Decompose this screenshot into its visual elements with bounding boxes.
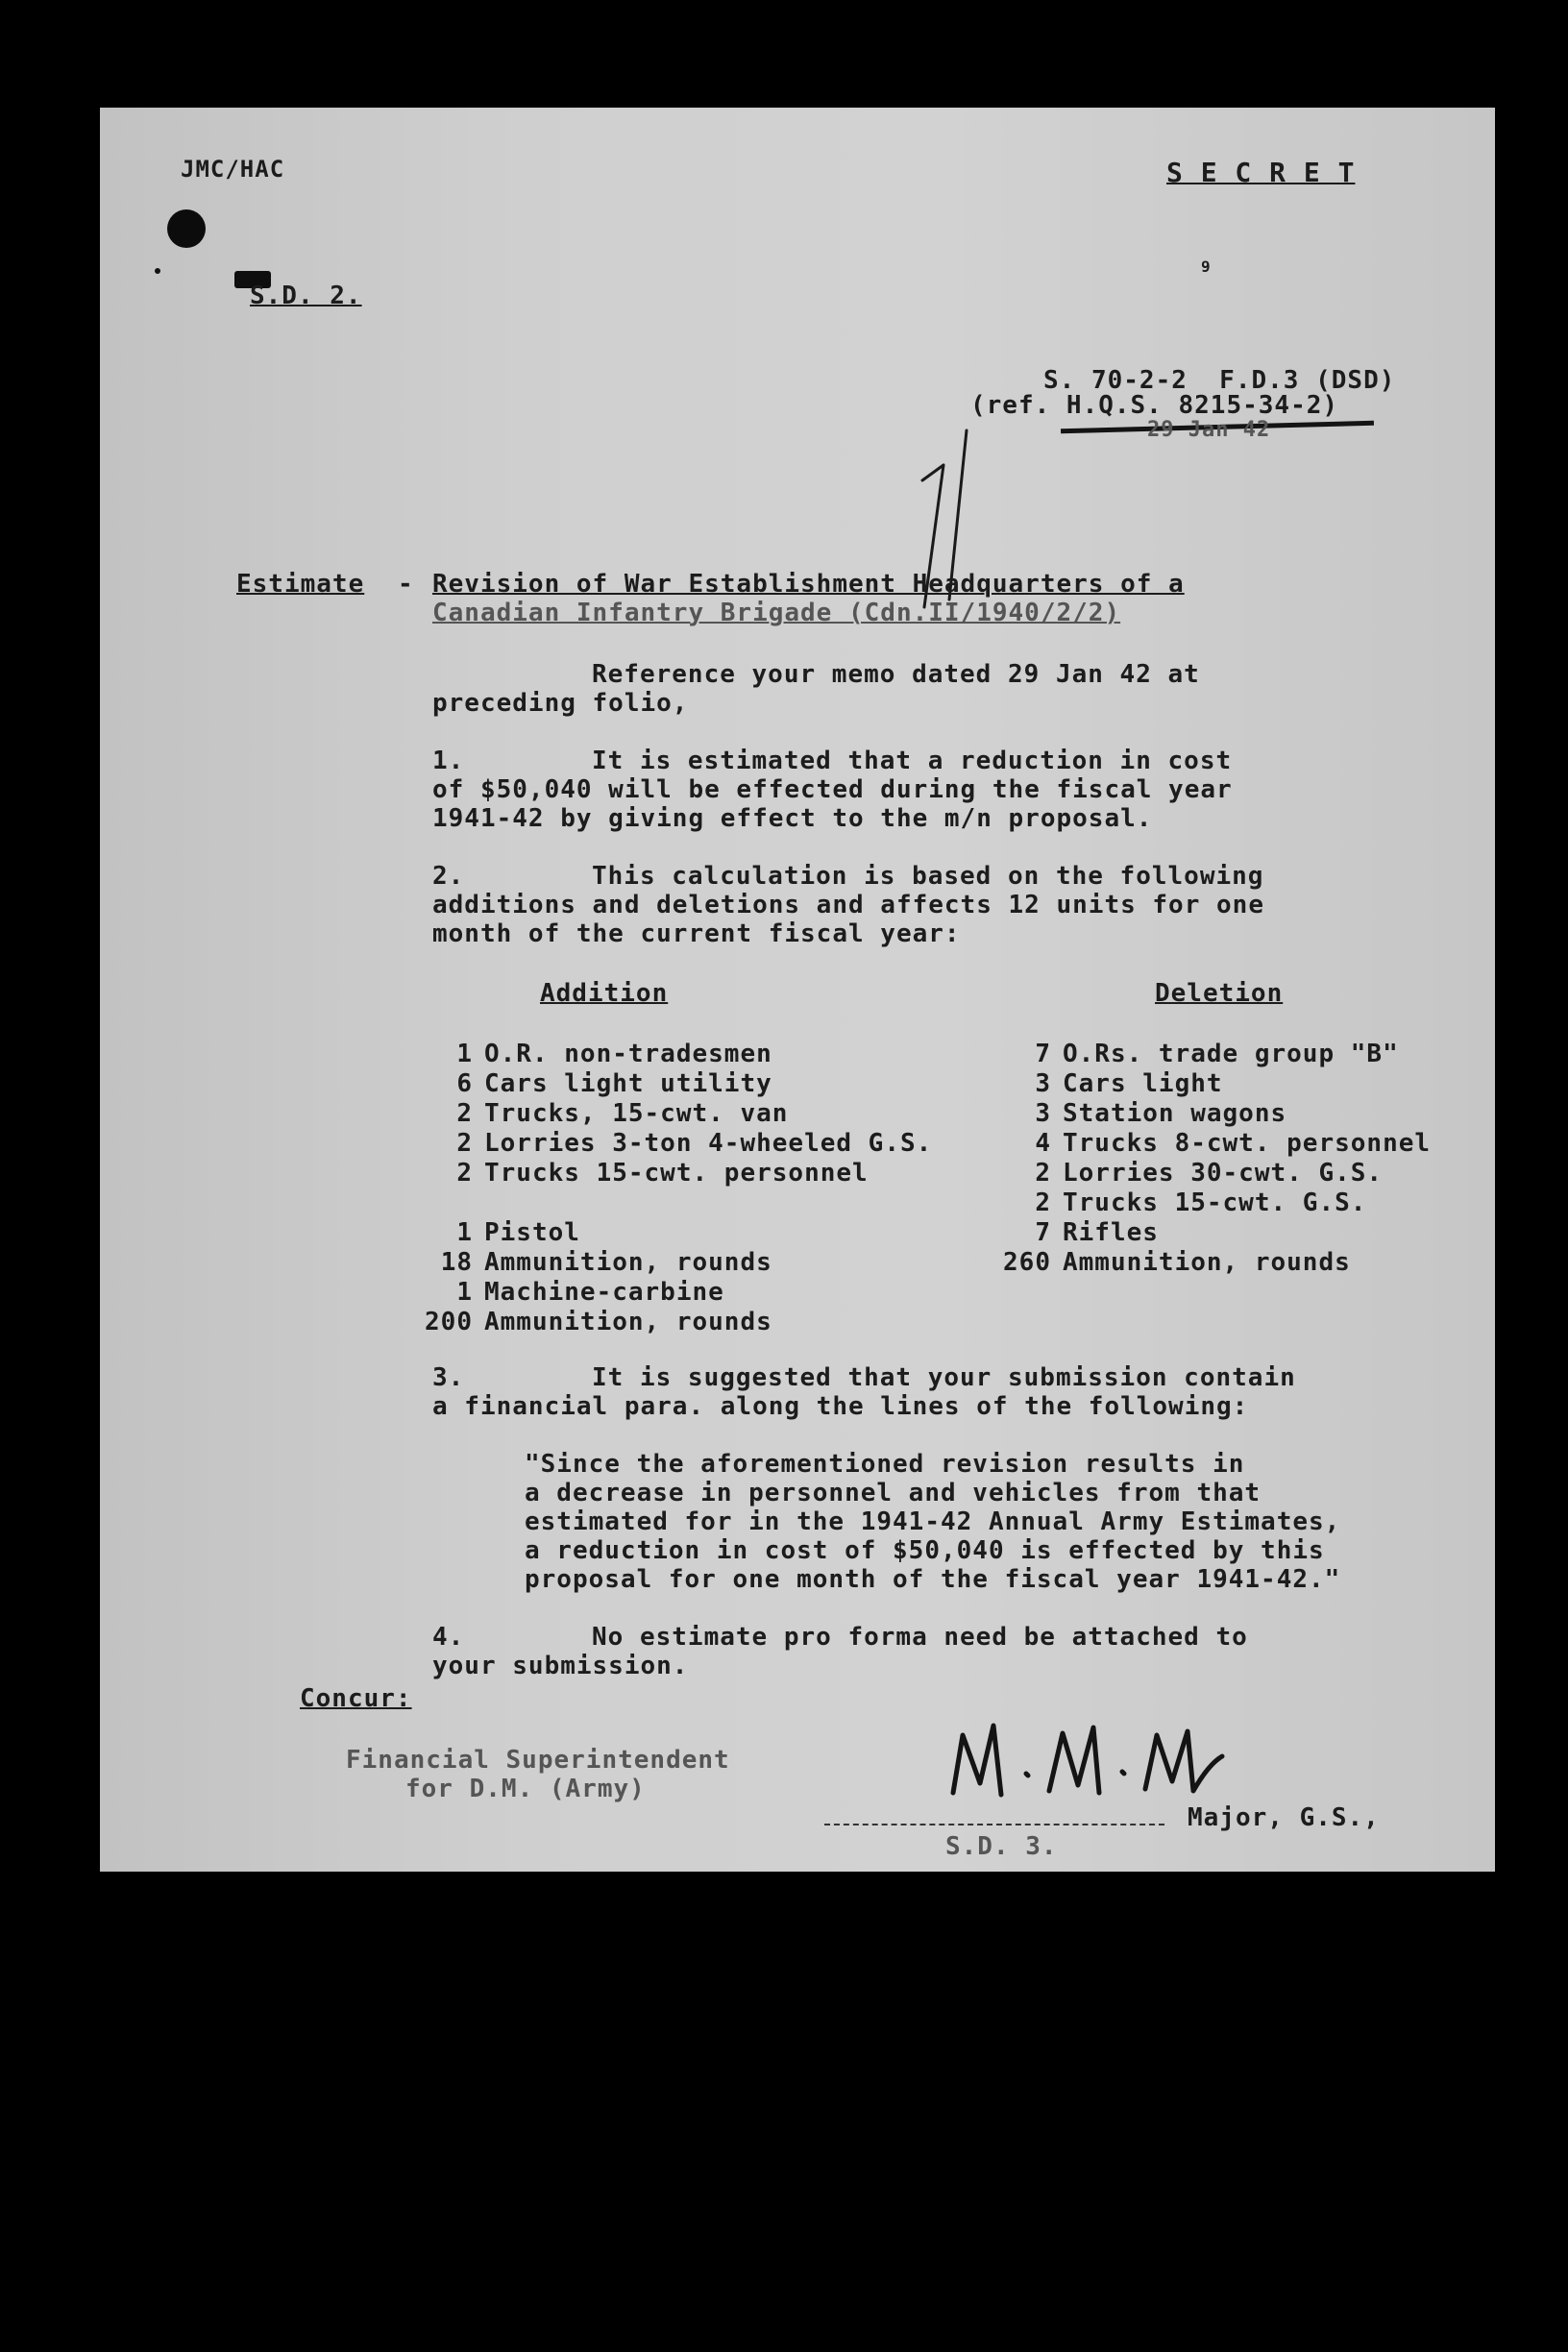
- addition-qty: 200: [425, 1308, 473, 1336]
- para-3-number: 3.: [432, 1363, 465, 1392]
- quote-line-3: estimated for in the 1941-42 Annual Army Estimates,: [525, 1507, 1341, 1536]
- para-4-line-2: your submission.: [432, 1652, 689, 1680]
- addition-item: Pistol: [484, 1218, 580, 1247]
- addition-row: [415, 1129, 932, 1159]
- deletion-row: [980, 1099, 1431, 1129]
- reference-date: 29 Jan 42: [1147, 418, 1271, 442]
- intro-line-2: preceding folio,: [432, 689, 689, 718]
- deletion-row: [980, 1159, 1431, 1188]
- para-4-line-1: No estimate pro forma need be attached to: [592, 1623, 1248, 1652]
- deletion-qty: 2: [1035, 1159, 1051, 1188]
- addition-item: O.R. non-tradesmen: [484, 1040, 772, 1068]
- signer-office: S.D. 3.: [945, 1832, 1058, 1861]
- quote-line-2: a decrease in personnel and vehicles from that: [525, 1479, 1262, 1507]
- para-1-line-1: It is estimated that a reduction in cost: [592, 747, 1233, 775]
- file-number: S. 70-2-2 F.D.3 (DSD): [1043, 366, 1396, 395]
- deletion-row: [980, 1248, 1431, 1278]
- addition-item: Trucks, 15-cwt. van: [484, 1099, 789, 1128]
- addition-qty: 6: [456, 1069, 473, 1098]
- addition-row: [415, 1040, 932, 1069]
- deletion-item: O.Rs. trade group "B": [1063, 1040, 1399, 1068]
- deletion-item: Cars light: [1063, 1069, 1223, 1098]
- deletion-item: Trucks 8-cwt. personnel: [1063, 1129, 1432, 1158]
- deletion-item: Trucks 15-cwt. G.S.: [1063, 1188, 1367, 1217]
- addition-heading: Addition: [540, 979, 669, 1008]
- classification-marking: S E C R E T: [1166, 157, 1356, 188]
- financial-superintendent: Financial Superintendent: [346, 1746, 730, 1775]
- addition-item: Machine-carbine: [484, 1278, 724, 1307]
- signature-line: [824, 1824, 1164, 1825]
- deletion-list: [980, 1040, 1431, 1278]
- document-page: [100, 108, 1495, 1872]
- concur-label: Concur:: [300, 1684, 412, 1713]
- subject-dash: -: [398, 570, 414, 599]
- deletion-item: Station wagons: [1063, 1099, 1287, 1128]
- deletion-row: [980, 1129, 1431, 1159]
- initials: JMC/HAC: [181, 156, 285, 183]
- deletion-item: Rifles: [1063, 1218, 1159, 1247]
- para-3-line-1: It is suggested that your submission contain: [592, 1363, 1296, 1392]
- addition-row: [415, 1218, 932, 1248]
- ink-dot: [155, 268, 160, 274]
- deletion-qty: 2: [1035, 1188, 1051, 1217]
- addition-list: [415, 1040, 932, 1337]
- quote-line-1: "Since the aforementioned revision results in: [525, 1450, 1245, 1479]
- addition-row: [415, 1278, 932, 1308]
- intro-line-1: Reference your memo dated 29 Jan 42 at: [592, 660, 1200, 689]
- deletion-row: [980, 1069, 1431, 1099]
- para-3-line-2: a financial para. along the lines of the following:: [432, 1392, 1249, 1421]
- subject-label: Estimate: [236, 570, 365, 599]
- folio-mark: 9: [1201, 257, 1212, 276]
- subject-line-2: Canadian Infantry Brigade (Cdn.II/1940/2/2): [432, 599, 1121, 627]
- deletion-qty: 7: [1035, 1040, 1051, 1068]
- deletion-qty: 3: [1035, 1069, 1051, 1098]
- signer-rank: Major, G.S.,: [1188, 1803, 1380, 1832]
- financial-superintendent-sub: for D.M. (Army): [405, 1775, 646, 1803]
- deletion-qty: 4: [1035, 1129, 1051, 1158]
- addition-item: Ammunition, rounds: [484, 1308, 772, 1336]
- addition-qty: 2: [456, 1099, 473, 1128]
- addition-row-spacer: [415, 1188, 932, 1218]
- para-1-line-2: of $50,040 will be effected during the fiscal year: [432, 775, 1233, 804]
- addition-qty: 2: [456, 1129, 473, 1158]
- deletion-row: [980, 1040, 1431, 1069]
- deletion-row: [980, 1188, 1431, 1218]
- deletion-row: [980, 1218, 1431, 1248]
- para-1-line-3: 1941-42 by giving effect to the m/n proposal.: [432, 804, 1153, 833]
- subject-line-1: Revision of War Establishment Headquarters of a: [432, 570, 1185, 599]
- addition-qty: 1: [456, 1278, 473, 1307]
- reference-line: (ref. H.Q.S. 8215-34-2): [970, 391, 1339, 420]
- addition-qty: 2: [456, 1159, 473, 1188]
- addition-item: Trucks 15-cwt. personnel: [484, 1159, 869, 1188]
- addition-row: [415, 1308, 932, 1337]
- deletion-item: Ammunition, rounds: [1063, 1248, 1351, 1277]
- addition-item: Cars light utility: [484, 1069, 772, 1098]
- addition-item: [473, 1188, 484, 1218]
- deletion-qty: 3: [1035, 1099, 1051, 1128]
- addition-row: [415, 1159, 932, 1188]
- addition-row: [415, 1069, 932, 1099]
- para-2-line-1: This calculation is based on the following: [592, 862, 1264, 891]
- para-4-number: 4.: [432, 1623, 465, 1652]
- para-2-line-2: additions and deletions and affects 12 units for one: [432, 891, 1264, 919]
- addition-qty: 1: [456, 1218, 473, 1247]
- punch-hole: [167, 209, 206, 248]
- deletion-item: Lorries 30-cwt. G.S.: [1063, 1159, 1384, 1188]
- quote-line-4: a reduction in cost of $50,040 is effected by this: [525, 1536, 1325, 1565]
- quote-line-5: proposal for one month of the fiscal year 1941-42.": [525, 1565, 1341, 1594]
- addition-qty: [415, 1188, 473, 1218]
- addition-item: Lorries 3-ton 4-wheeled G.S.: [484, 1129, 933, 1158]
- addition-row: [415, 1248, 932, 1278]
- deletion-qty: 260: [1003, 1248, 1051, 1277]
- addition-qty: 1: [456, 1040, 473, 1068]
- para-1-number: 1.: [432, 747, 465, 775]
- para-2-number: 2.: [432, 862, 465, 891]
- para-2-line-3: month of the current fiscal year:: [432, 919, 961, 948]
- signature: [934, 1706, 1261, 1812]
- addressee: S.D. 2.: [250, 282, 362, 310]
- deletion-qty: 7: [1035, 1218, 1051, 1247]
- addition-row: [415, 1099, 932, 1129]
- addition-item: Ammunition, rounds: [484, 1248, 772, 1277]
- addition-qty: 18: [440, 1248, 473, 1277]
- deletion-heading: Deletion: [1155, 979, 1284, 1008]
